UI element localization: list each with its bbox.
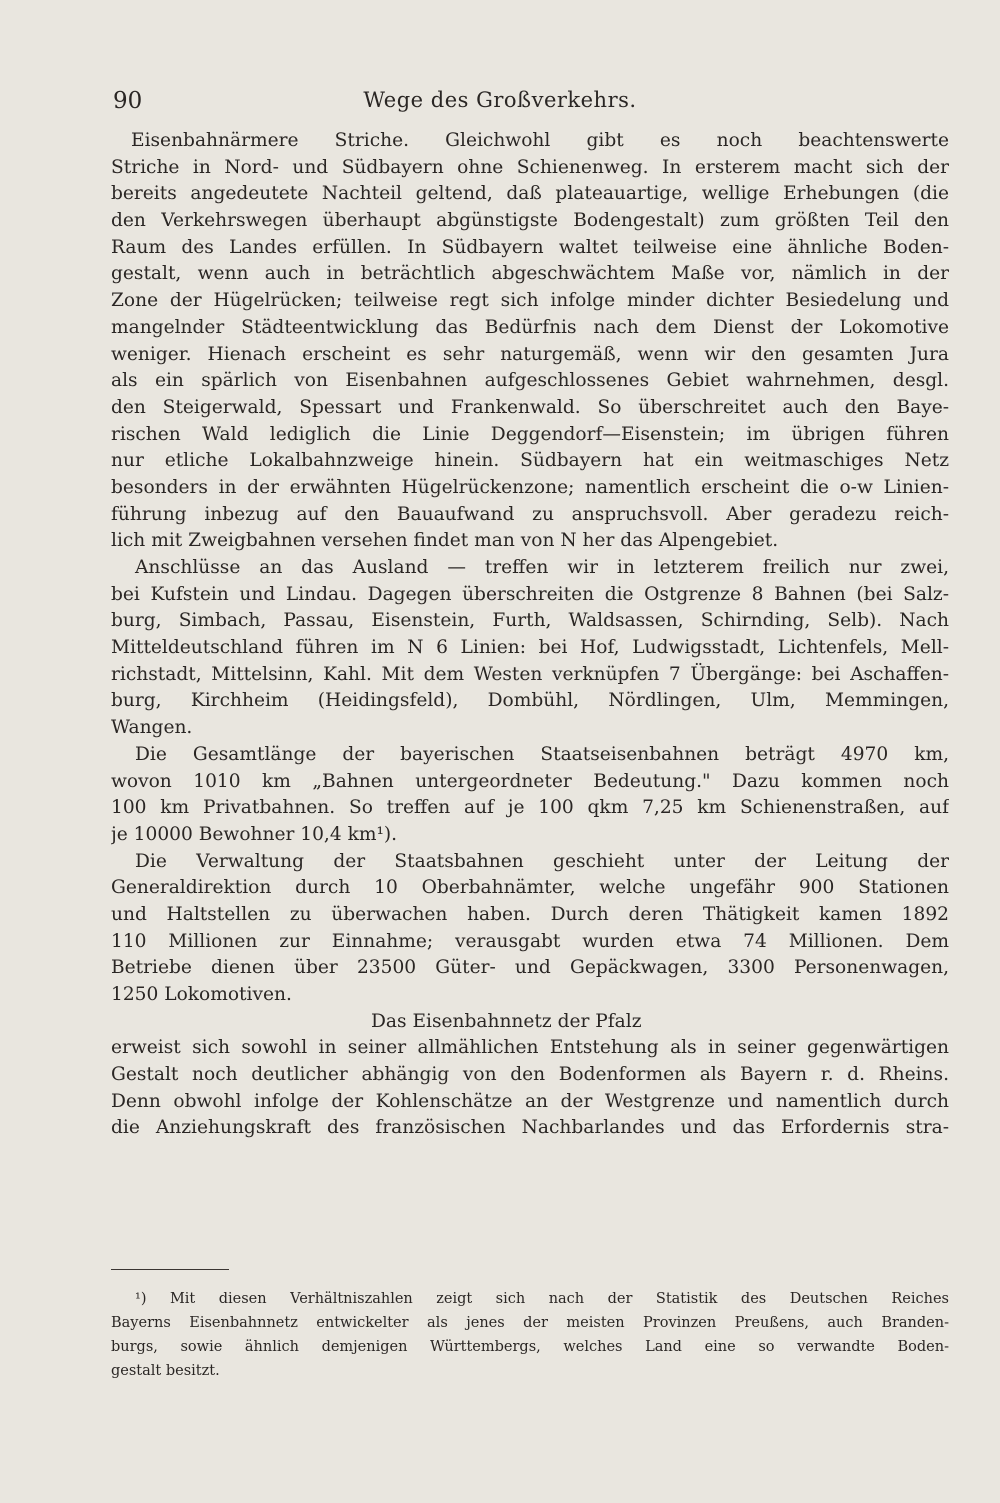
text-line: gestalt, wenn auch in beträchtlich abgeschwächtem Maße vor, nämlich in der — [111, 263, 949, 285]
text-line: den Verkehrswegen überhaupt abgünstigste Bodengestalt) zum größten Teil den — [111, 210, 949, 232]
text-line: bereits angedeutete Nachteil geltend, daß plateauartige, wellige Erhebungen (die — [111, 183, 949, 205]
text-line: Betriebe dienen über 23500 Güter- und Gepäckwagen, 3300 Personenwagen, — [111, 957, 949, 979]
text-line: die Anziehungskraft des französischen Nachbarlandes und das Erfordernis stra- — [111, 1117, 949, 1139]
text-line: bei Kufstein und Lindau. Dagegen überschreiten die Ostgrenze 8 Bahnen (bei Salz- — [111, 583, 949, 605]
text-line: richstadt, Mittelsinn, Kahl. Mit dem Westen verknüpfen 7 Übergänge: bei Aschaffen- — [111, 663, 949, 685]
footnote-line: gestalt besitzt. — [111, 1363, 220, 1379]
text-line: burg, Kirchheim (Heidingsfeld), Dombühl, Nördlingen, Ulm, Memmingen, — [111, 690, 949, 712]
page-number: 90 — [113, 88, 143, 114]
text-line: führung inbezug auf den Bauaufwand zu anspruchsvoll. Aber geradezu reich- — [111, 503, 949, 525]
text-line: burg, Simbach, Passau, Eisenstein, Furth, Waldsassen, Schirnding, Selb). Nach — [111, 610, 949, 632]
text-line: Zone der Hügelrücken; teilweise regt sich infolge minder dichter Besiedelung und — [111, 290, 949, 312]
text-line: weniger. Hienach erscheint es sehr naturgemäß, wenn wir den gesamten Jura — [111, 343, 949, 365]
text-line: Denn obwohl infolge der Kohlenschätze an der Westgrenze und namentlich durch — [111, 1090, 949, 1112]
text-line: je 10000 Bewohner 10,4 km¹). — [111, 823, 398, 845]
text-line: 1250 Lokomotiven. — [111, 984, 292, 1005]
footnote-line: Bayerns Eisenbahnnetz entwickelter als jenes der meisten Provinzen Preußens, auch Branden- — [111, 1315, 949, 1331]
body-text — [111, 128, 949, 1142]
text-line: als ein spärlich von Eisenbahnen aufgeschlossenes Gebiet wahrnehmen, desgl. — [111, 370, 949, 392]
footnote-rule — [111, 1269, 229, 1270]
footnotes — [111, 1287, 949, 1383]
text-line: Eisenbahnärmere Striche. Gleichwohl gibt es noch beachtenswerte — [131, 130, 949, 151]
footnote-line: burgs, sowie ähnlich demjenigen Württembergs, welches Land eine so verwandte Boden- — [111, 1339, 949, 1355]
text-line: Die Gesamtlänge der bayerischen Staatseisenbahnen beträgt 4970 km, — [135, 743, 949, 765]
text-line: mangelnder Städteentwicklung das Bedürfnis nach dem Dienst der Lokomotive — [111, 316, 949, 338]
text-line: Wangen. — [111, 717, 193, 739]
running-head: Wege des Großverkehrs. — [363, 88, 637, 112]
text-line: Anschlüsse an das Ausland — treffen wir in letzterem freilich nur zwei, — [135, 557, 949, 578]
text-line: Das Eisenbahnnetz der Pfalz — [371, 1010, 642, 1032]
text-line: Die Verwaltung der Staatsbahnen geschieht unter der Leitung der — [135, 850, 949, 872]
text-line: 110 Millionen zur Einnahme; verausgabt wurden etwa 74 Millionen. Dem — [111, 930, 949, 952]
text-line: besonders in der erwähnten Hügelrückenzone; namentlich erscheint die o-w Linien- — [111, 476, 949, 498]
text-line: Mitteldeutschland führen im N 6 Linien: bei Hof, Ludwigsstadt, Lichtenfels, Mell- — [111, 637, 949, 659]
text-line: Raum des Landes erfüllen. In Südbayern waltet teilweise eine ähnliche Boden- — [111, 236, 949, 258]
text-line: Striche in Nord- und Südbayern ohne Schienenweg. In ersterem macht sich der — [111, 156, 949, 178]
text-line: Gestalt noch deutlicher abhängig von den Bodenformen als Bayern r. d. Rheins. — [111, 1064, 949, 1086]
text-line: den Steigerwald, Spessart und Frankenwald. So überschreitet auch den Baye- — [111, 396, 949, 418]
footnote-line: ¹) Mit diesen Verhältniszahlen zeigt sich nach der Statistik des Deutschen Reiches — [135, 1291, 949, 1307]
text-line: Generaldirektion durch 10 Oberbahnämter, welche ungefähr 900 Stationen — [111, 877, 949, 899]
text-line: erweist sich sowohl in seiner allmählichen Entstehung als in seiner gegenwärtigen — [111, 1037, 949, 1059]
text-line: wovon 1010 km „Bahnen untergeordneter Bedeutung." Dazu kommen noch — [111, 770, 949, 792]
text-line: und Haltstellen zu überwachen haben. Durch deren Thätigkeit kamen 1892 — [111, 903, 949, 925]
text-line: nur etliche Lokalbahnzweige hinein. Südbayern hat ein weitmaschiges Netz — [111, 450, 949, 472]
text-line: rischen Wald lediglich die Linie Deggendorf—Eisenstein; im übrigen führen — [111, 423, 949, 445]
text-line: 100 km Privatbahnen. So treffen auf je 100 qkm 7,25 km Schienenstraßen, auf — [111, 797, 949, 819]
text-line: lich mit Zweigbahnen versehen findet man von N her das Alpengebiet. — [111, 530, 779, 552]
